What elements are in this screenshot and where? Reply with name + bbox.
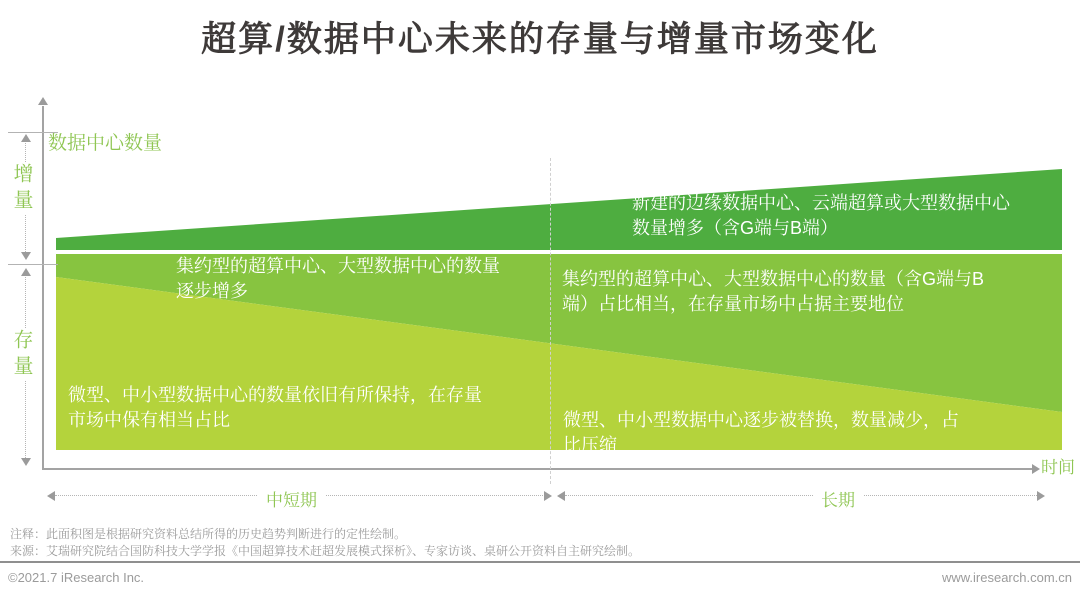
long-term-arrow-right-icon [1037, 491, 1045, 501]
y-axis-title: 数据中心数量 [48, 133, 163, 154]
x-axis-arrow-icon [1032, 464, 1040, 474]
short-term-arrow-left-icon [47, 491, 55, 501]
footer-divider [0, 561, 1080, 563]
annotation-new-build [632, 191, 1010, 241]
annotation-line: 微型、中小型数据中心的数量依旧有所保持，在存量 [68, 385, 482, 405]
short-term-arrow-right-icon [544, 491, 552, 501]
stock-label: 存量 [10, 329, 36, 381]
y-axis-arrow-icon [38, 97, 48, 105]
period-divider-line [550, 158, 551, 484]
annotation-micro-left [68, 383, 482, 433]
annotation-line: 微型、中小型数据中心逐步被替换，数量减少，占 [563, 410, 959, 430]
annotation-line: 集约型的超算中心、大型数据中心的数量（含G端与B [562, 269, 985, 289]
footer-copyright: ©2021.7 iResearch Inc. [8, 570, 145, 585]
bracket-tick-middle [8, 264, 58, 265]
long-term-arrow-left-icon [557, 491, 565, 501]
annotation-line: 新建的边缘数据中心、云端超算或大型数据中心 [632, 193, 1010, 213]
x-axis-title: 时间 [1041, 458, 1075, 477]
increment-label: 增量 [10, 163, 36, 215]
long-term-label: 长期 [813, 486, 863, 511]
annotation-intensive-right [562, 267, 984, 317]
page-title: 超算/数据中心未来的存量与增量市场变化 [201, 20, 879, 59]
stock-bracket-arrow-up-icon [21, 268, 31, 276]
footer-source: 来源：艾瑞研究院结合国防科技大学学报《中国超算技术赶超发展模式探析》、专家访谈、桌研公开资料自主研究绘制。 [10, 544, 641, 558]
annotation-line: 逐步增多 [176, 281, 248, 301]
increment-bracket-arrow-down-icon [21, 252, 31, 260]
annotation-line: 比压缩 [563, 435, 617, 455]
footer-website: www.iresearch.com.cn [941, 570, 1072, 585]
stock-bracket-arrow-down-icon [21, 458, 31, 466]
annotation-line: 集约型的超算中心、大型数据中心的数量 [176, 256, 500, 276]
long-term-bracket-line [565, 495, 1037, 496]
annotation-micro-right [563, 408, 959, 458]
annotation-line: 数量增多（含G端与B端） [632, 218, 839, 238]
annotation-line: 市场中保有相当占比 [68, 410, 230, 430]
annotation-line: 端）占比相当，在存量市场中占据主要地位 [562, 294, 904, 314]
increment-bracket-arrow-up-icon [21, 134, 31, 142]
short-term-label: 中短期 [258, 486, 325, 511]
x-axis-line [42, 468, 1036, 470]
annotation-intensive-left [176, 254, 500, 304]
y-axis-line [42, 106, 44, 470]
footer-note: 注释：此面积图是根据研究资料总结所得的历史趋势判断进行的定性绘制。 [10, 527, 407, 541]
